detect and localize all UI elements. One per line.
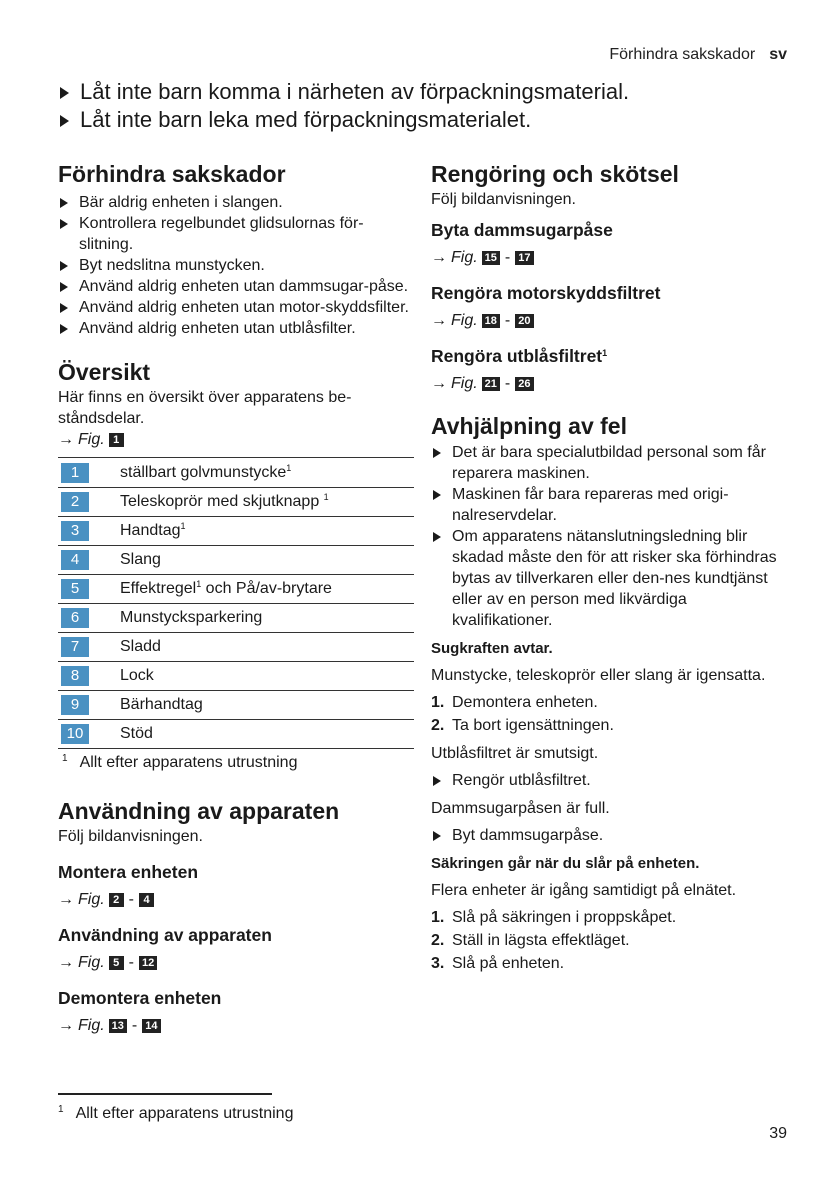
part-number-badge: 5	[61, 579, 89, 599]
subheading-mount: Montera enheten	[58, 862, 199, 882]
subheading-exhaust-filter: Rengöra utblåsfiltret$^1$	[431, 346, 608, 366]
table-row: 7 Sladd	[58, 633, 414, 662]
list-item: Maskinen får bara repareras med origi-nalreservdelar.	[431, 484, 787, 526]
bullet-triangle-icon	[60, 282, 68, 292]
fig-reference: → Fig. 15 - 17	[431, 247, 787, 269]
subheading-dismount: Demontera enheten	[58, 988, 222, 1008]
table-row: 2 Teleskoprör med skjutknapp $^1$	[58, 488, 414, 517]
arrow-icon: →	[58, 1017, 74, 1034]
bullet-triangle-icon	[60, 198, 68, 208]
cause-text: Flera enheter är igång samtidigt på elnätet.	[431, 882, 737, 899]
page-footnote: $^1$ Allt efter apparatens utrustning	[58, 1104, 294, 1122]
footnote-divider	[58, 1093, 272, 1095]
fig-number-badge: 26	[515, 377, 533, 391]
table-row: 5 Effektregel$^1$ och På/av-brytare	[58, 575, 414, 604]
top-warning-item: Låt inte barn leka med förpackningsmaterialet.	[58, 106, 798, 134]
list-item: 2. Ta bort igensättningen.	[431, 717, 614, 734]
table-footnote: $^1$ Allt efter apparatens utrustning	[62, 753, 298, 771]
table-row: 6 Munstycksparkering	[58, 604, 414, 633]
part-number-badge: 1	[61, 463, 89, 483]
cleaning-intro: Följ bildanvisningen.	[431, 191, 576, 208]
list-item: Om apparatens nätanslutningsledning blir skadad måste den för att risker ska förhindras bytas av tillverkaren eller den-nes kundtjänst eller av en person med likvärdiga kvalifikationer.	[431, 526, 787, 631]
fig-reference: → Fig. 13 - 14	[58, 1015, 414, 1037]
action-list	[431, 770, 787, 791]
fig-number-badge: 18	[482, 314, 500, 328]
fig-number-badge: 2	[109, 893, 124, 907]
page-number: 39	[769, 1125, 787, 1142]
heading-troubleshooting: Avhjälpning av fel	[431, 413, 627, 439]
bullet-triangle-icon	[60, 324, 68, 334]
list-item: 1. Slå på säkringen i proppskåpet.	[431, 909, 677, 926]
arrow-icon: →	[431, 375, 447, 392]
heading-overview: Översikt	[58, 359, 151, 385]
fig-number-badge: 20	[515, 314, 533, 328]
arrow-icon: →	[58, 431, 74, 448]
list-item: Det är bara specialutbildad personal som får reparera maskinen.	[431, 442, 787, 484]
list-item: Använd aldrig enheten utan motor-skyddsfilter.	[58, 297, 414, 318]
part-number-badge: 10	[61, 724, 89, 744]
arrow-icon: →	[58, 891, 74, 908]
list-item: Använd aldrig enheten utan utblåsfilter.	[58, 318, 414, 339]
part-number-badge: 6	[61, 608, 89, 628]
cause-text: Dammsugarpåsen är full.	[431, 800, 610, 817]
list-item: Byt dammsugarpåse.	[431, 825, 787, 846]
steps-list	[431, 906, 787, 975]
left-column	[58, 160, 414, 1037]
part-number-badge: 3	[61, 521, 89, 541]
overview-intro: Här finns en översikt över apparatens be-ståndsdelar.	[58, 389, 352, 427]
subheading-fuse: Säkringen går när du slår på enheten.	[431, 855, 700, 872]
table-row: 8 Lock	[58, 662, 414, 691]
part-number-badge: 2	[61, 492, 89, 512]
part-number-badge: 8	[61, 666, 89, 686]
table-row: 4 Slang	[58, 546, 414, 575]
fig-number-badge: 15	[482, 251, 500, 265]
subheading-motor-filter: Rengöra motorskyddsfiltret	[431, 283, 661, 303]
list-item: Kontrollera regelbundet glidsulornas för-slitning.	[58, 213, 414, 255]
fig-reference: → Fig. 21 - 26	[431, 373, 787, 395]
steps-list	[431, 691, 787, 737]
list-item: 1. Demontera enheten.	[431, 694, 598, 711]
top-warnings	[58, 78, 798, 134]
bullet-triangle-icon	[433, 490, 441, 500]
bullet-triangle-icon	[60, 87, 69, 99]
table-row: 10 Stöd	[58, 720, 414, 749]
arrow-icon: →	[58, 954, 74, 971]
fig-reference: → Fig. 18 - 20	[431, 310, 787, 332]
part-number-badge: 4	[61, 550, 89, 570]
fig-number-badge: 13	[109, 1019, 127, 1033]
list-item: Bär aldrig enheten i slangen.	[58, 192, 414, 213]
bullet-triangle-icon	[60, 303, 68, 313]
header-language: sv	[769, 46, 787, 63]
fig-number-badge: 1	[109, 433, 124, 447]
fig-number-badge: 14	[142, 1019, 160, 1033]
cause-text: Munstycke, teleskoprör eller slang är igensatta.	[431, 667, 766, 684]
arrow-icon: →	[431, 249, 447, 266]
running-header	[609, 46, 787, 64]
fig-number-badge: 5	[109, 956, 124, 970]
fig-number-badge: 12	[139, 956, 157, 970]
list-item: Byt nedslitna munstycken.	[58, 255, 414, 276]
usage-intro: Följ bildanvisningen.	[58, 828, 203, 845]
trouble-list	[431, 442, 787, 631]
bullet-triangle-icon	[433, 831, 441, 841]
list-item: Använd aldrig enheten utan dammsugar-påse.	[58, 276, 414, 297]
arrow-icon: →	[431, 312, 447, 329]
fig-reference: → Fig. 1	[58, 429, 414, 451]
bullet-triangle-icon	[60, 219, 68, 229]
heading-prevent-damage: Förhindra sakskador	[58, 161, 286, 187]
bullet-triangle-icon	[433, 532, 441, 542]
bullet-triangle-icon	[433, 776, 441, 786]
bullet-triangle-icon	[433, 448, 441, 458]
action-list	[431, 825, 787, 846]
subheading-bag: Byta dammsugarpåse	[431, 220, 613, 240]
fig-reference: → Fig. 2 - 4	[58, 889, 414, 911]
subheading-suction: Sugkraften avtar.	[431, 640, 553, 657]
fig-number-badge: 17	[515, 251, 533, 265]
bullet-triangle-icon	[60, 115, 69, 127]
subheading-usage: Användning av apparaten	[58, 925, 272, 945]
heading-cleaning: Rengöring och skötsel	[431, 161, 679, 187]
heading-usage: Användning av apparaten	[58, 798, 340, 824]
part-number-badge: 7	[61, 637, 89, 657]
right-column	[431, 160, 787, 975]
list-item: 3. Slå på enheten.	[431, 955, 565, 972]
table-row: 9 Bärhandtag	[58, 691, 414, 720]
fig-reference: → Fig. 5 - 12	[58, 952, 414, 974]
table-row: 3 Handtag$^1$	[58, 517, 414, 546]
fig-number-badge: 4	[139, 893, 154, 907]
part-number-badge: 9	[61, 695, 89, 715]
header-section: Förhindra sakskador	[609, 46, 756, 63]
list-item: 2. Ställ in lägsta effektläget.	[431, 932, 630, 949]
cause-text: Utblåsfiltret är smutsigt.	[431, 745, 599, 762]
bullet-triangle-icon	[60, 261, 68, 271]
parts-table	[58, 457, 414, 749]
prevent-damage-list	[58, 192, 414, 339]
list-item: Rengör utblåsfiltret.	[431, 770, 787, 791]
top-warning-item: Låt inte barn komma i närheten av förpackningsmaterial.	[58, 78, 798, 106]
fig-number-badge: 21	[482, 377, 500, 391]
table-row: 1 ställbart golvmunstycke$^1$	[58, 458, 414, 488]
